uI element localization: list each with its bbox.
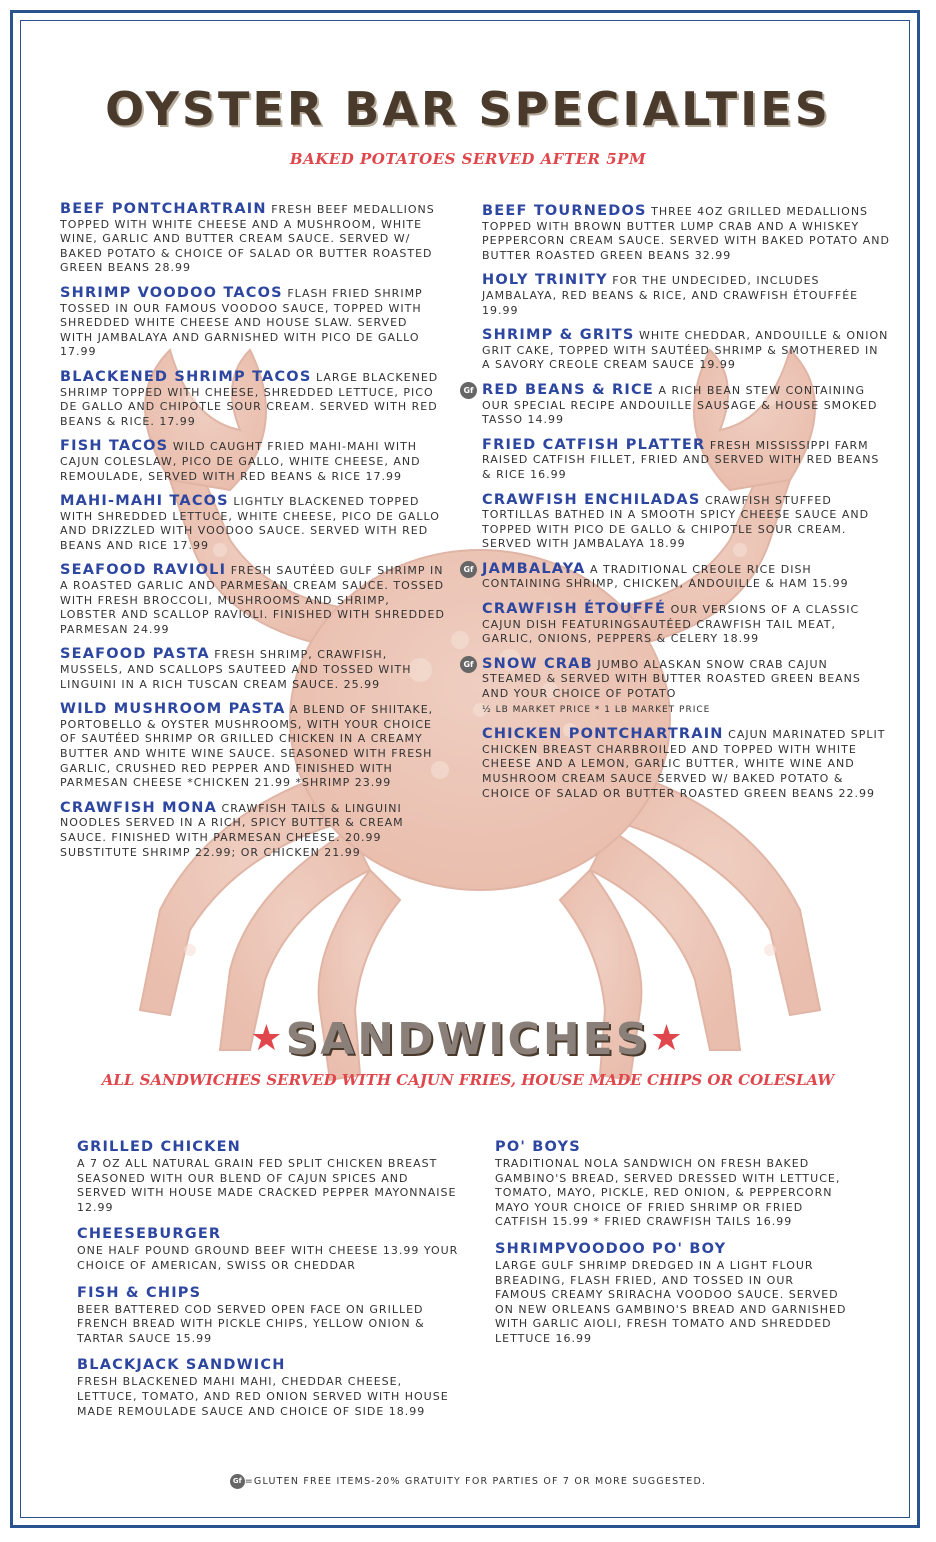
footer-note [0,1474,936,1489]
page-title: OYSTER BAR SPECIALTIES [105,82,831,136]
menu-item-name: RED BEANS & RICE [482,381,654,398]
sandwiches-right-column [495,1138,850,1357]
menu-item-name: CRAWFISH ÉTOUFFÉ [482,601,667,618]
menu-item-description: FRESH SHRIMP, CRAWFISH, MUSSELS, AND SCALLOPS SAUTEED AND TOSSED WITH LINGUINI IN A RICH TUSCAN CREAM SAUCE. 25.99 [60,648,412,691]
sandwich-item [495,1138,850,1230]
menu-item [60,286,445,360]
gluten-free-icon: Gf [460,561,477,578]
sandwich-name: SHRIMPVOODOO PO' BOY [495,1240,727,1257]
sandwich-name: CHEESEBURGER [77,1226,222,1243]
sandwich-item [77,1356,462,1419]
menu-item-description: FOR THE UNDECIDED, INCLUDES JAMBALAYA, RED BEANS & RICE, AND CRAWFISH ÉTOUFFÉE 19.99 [482,274,859,317]
menu-item-description: LARGE BLACKENED SHRIMP TOPPED WITH CHEESE, SHREDDED LETTUCE, PICO DE GALLO AND CHIPOTLE SOUR CREAM. SERVED WITH RED BEANS & RICE. 17.99 [60,370,439,428]
menu-item-name: FISH TACOS [60,438,169,455]
menu-item-description: FRESH SAUTÉED GULF SHRIMP IN A ROASTED GARLIC AND PARMESAN CREAM SAUCE. TOSSED WITH FRESH BROCCOLI, MUSHROOMS AND SHRIMP, LOBSTER AND SCALLOP RAVIOLI. FINISHED WITH SHREDDED PARMESAN 24.99 [60,564,445,636]
menu-item-name: MAHI-MAHI TACOS [60,493,229,510]
sandwiches-heading [0,1014,936,1065]
menu-item-description: A TRADITIONAL CREOLE RICE DISH CONTAINING SHRIMP, CHICKEN, ANDOUILLE & HAM 15.99 [482,562,849,591]
menu-item [482,438,890,483]
menu-item-name: WILD MUSHROOM PASTA [60,701,286,718]
gluten-free-icon: Gf [460,382,477,399]
sandwich-description: TRADITIONAL NOLA SANDWICH ON FRESH BAKED GAMBINO'S BREAD, SERVED DRESSED WITH LETTUCE, TOMATO, MAYO, PICKLE, RED ONION, & PEPPERCORN MAYO YOUR CHOICE OF FRIED SHRIMP OR FRIED CATFISH 15.99 * FRIED CRAWFISH TAILS 16.99 [495,1157,841,1229]
menu-item-description: THREE 4OZ GRILLED MEDALLIONS TOPPED WITH BROWN BUTTER LUMP CRAB AND A WHISKEY PEPPERCORN CREAM SAUCE. SERVED WITH BAKED POTATO AND BUTTER ROASTED GREEN BEANS 32.99 [482,205,890,262]
menu-item-name: SEAFOOD PASTA [60,646,210,663]
menu-item-name: CHICKEN PONTCHARTRAIN [482,726,724,743]
menu-item-name: FRIED CATFISH PLATTER [482,436,706,453]
sandwich-description: ONE HALF POUND GROUND BEEF WITH CHEESE 13.99 YOUR CHOICE OF AMERICAN, SWISS OR CHEDDAR [77,1244,459,1272]
sandwich-description: FRESH BLACKENED MAHI MAHI, CHEDDAR CHEESE, LETTUCE, TOMATO, AND RED ONION SERVED WITH HOUSE MADE REMOULADE SAUCE AND CHOICE OF SIDE 18.99 [77,1375,449,1418]
menu-item [463,560,890,592]
menu-item [60,563,445,637]
menu-item [60,801,445,860]
menu-item-name: SHRIMP & GRITS [482,327,635,344]
sandwich-description: A 7 OZ ALL NATURAL GRAIN FED SPLIT CHICKEN BREAST SEASONED WITH OUR BLEND OF CAJUN SPICES AND SERVED WITH HOUSE MADE CRACKED PEPPER MAYONNAISE 12.99 [77,1157,457,1214]
menu-item [482,727,890,801]
sandwich-description: BEER BATTERED COD SERVED OPEN FACE ON GRILLED FRENCH BREAD WITH PICKLE CHIPS, YELLOW ONION & TARTAR SAUCE 15.99 [77,1302,425,1345]
gluten-free-icon: Gf [460,656,477,673]
menu-item-name: CRAWFISH ENCHILADAS [482,491,701,508]
menu-item [60,202,445,276]
menu-item [482,273,890,318]
menu-item-description: CAJUN MARINATED SPLIT CHICKEN BREAST CHARBROILED AND TOPPED WITH WHITE CHEESE AND A LEMON, GARLIC BUTTER, WHITE WINE AND MUSHROOM CREAM SAUCE SERVED W/ BAKED POTATO & CHOICE OF SALAD OR BUTTER ROASTED GREEN BEANS 22.99 [482,728,886,800]
menu-item [482,602,890,647]
menu-item-description: FRESH MISSISSIPPI FARM RAISED CATFISH FILLET, FRIED AND SERVED WITH RED BEANS & RICE 16.99 [482,438,880,481]
menu-item-name: CRAWFISH MONA [60,799,218,816]
sandwich-item [77,1225,462,1273]
menu-item-name: SEAFOOD RAVIOLI [60,562,227,579]
menu-item-description: A BLEND OF SHIITAKE, PORTOBELLO & OYSTER MUSHROOMS, WITH YOUR CHOICE OF SAUTÉED SHRIMP OR GRILLED CHICKEN IN A CREAMY BUTTER AND WHITE WINE SAUCE. SEASONED WITH FRESH GARLIC, CRUSHED RED PEPPER AND FINISHED WITH PARMESAN CHEESE *CHICKEN 21.99 *SHRIMP 23.99 [60,703,434,790]
star-icon: ★ [250,1018,286,1059]
sandwiches-left-column [77,1138,462,1429]
menu-item-description: FLASH FRIED SHRIMP TOSSED IN OUR FAMOUS VOODOO SAUCE, TOPPED WITH SHREDDED WHITE CHEESE AND HOUSE SLAW. SERVED WITH JAMBALAYA AND GARNISHED WITH PICO DE GALLO 17.99 [60,286,423,359]
menu-item-name: JAMBALAYA [482,560,586,577]
menu-item-name: HOLY TRINITY [482,272,608,289]
sandwich-item [77,1284,462,1347]
menu-item-description: A RICH BEAN STEW CONTAINING OUR SPECIAL RECIPE ANDOUILLE SAUSAGE & HOUSE SMOKED TASSO 14.99 [482,383,878,427]
sandwich-name: GRILLED CHICKEN [77,1139,242,1155]
menu-item-description: WILD CAUGHT FRIED MAHI-MAHI WITH CAJUN COLESLAW, PICO DE GALLO, WHITE CHEESE, AND REMOULADE, SERVED WITH RED BEANS & RICE 17.99 [60,440,421,483]
sandwiches-title: SANDWICHES [285,1014,651,1065]
menu-item [60,647,445,692]
menu-item [463,655,890,717]
sandwich-description: LARGE GULF SHRIMP DREDGED IN A LIGHT FLOUR BREADING, FLASH FRIED, AND TOSSED IN OUR FAMOUS CREAMY SRIRACHA VOODOO SAUCE. SERVED ON NEW ORLEANS GAMBINO'S BREAD AND GARNISHED WITH GARLIC AIOLI, FRESH TOMATO AND SHREDDED LETTUCE 16.99 [495,1258,847,1345]
left-menu-column [60,202,445,870]
menu-item-description: CRAWFISH TAILS & LINGUINI NOODLES SERVED IN A RICH, SPICY BUTTER & CREAM SAUCE. FINISHED WITH PARMESAN CHEESE. 20.99 SUBSTITUTE SHRIMP 22.99; OR CHICKEN 21.99 [60,801,404,859]
footer-text: =GLUTEN FREE ITEMS-20% GRATUITY FOR PARTIES OF 7 OR MORE SUGGESTED. [244,1476,707,1487]
sandwich-name: PO' BOYS [495,1139,581,1155]
menu-item-name: BEEF TOURNEDOS [482,203,647,219]
menu-item-price-note: ½ LB MARKET PRICE * 1 LB MARKET PRICE [482,704,711,715]
sandwich-name: FISH & CHIPS [77,1284,202,1301]
menu-item [60,494,445,553]
menu-item [482,204,890,263]
menu-item [482,493,890,552]
menu-item-description: FRESH BEEF MEDALLIONS TOPPED WITH WHITE CHEESE AND A MUSHROOM, WHITE WINE, GARLIC AND BUTTER CREAM SAUCE. SERVED W/ BAKED POTATO & CHOICE OF SALAD OR BUTTER ROASTED GREEN BEANS 28.99 [60,203,435,275]
menu-item [60,702,445,791]
page-subtitle: BAKED POTATOES SERVED AFTER 5PM [289,150,647,168]
sandwich-item [495,1240,850,1347]
sandwich-name: BLACKJACK SANDWICH [77,1357,286,1374]
star-icon: ★ [650,1018,686,1059]
sandwiches-subtitle: ALL SANDWICHES SERVED WITH CAJUN FRIES, HOUSE MADE CHIPS OR COLESLAW [101,1071,835,1089]
menu-item-description: WHITE CHEDDAR, ANDOUILLE & ONION GRIT CAKE, TOPPED WITH SAUTÉED SHRIMP & SMOTHERED IN A SAVORY CREOLE CREAM SAUCE 19.99 [482,329,889,372]
menu-item-name: BEEF PONTCHARTRAIN [60,201,267,217]
menu-item [463,381,890,428]
menu-item-name: SHRIMP VOODOO TACOS [60,284,283,301]
menu-item-name: SNOW CRAB [482,655,593,672]
sandwich-item [77,1138,462,1215]
gluten-free-icon: Gf [230,1474,245,1489]
menu-item-description: JUMBO ALASKAN SNOW CRAB CAJUN STEAMED & SERVED WITH BUTTER ROASTED GREEN BEANS AND YOUR CHOICE OF POTATO [482,657,861,701]
menu-item [60,439,445,484]
menu-item-name: BLACKENED SHRIMP TACOS [60,368,312,385]
menu-item [482,328,890,373]
menu-item-description: LIGHTLY BLACKENED TOPPED WITH SHREDDED LETTUCE, WHITE CHEESE, PICO DE GALLO AND DRIZZLED WITH VOODOO SAUCE. SERVED WITH RED BEANS AND RICE 17.99 [60,495,440,552]
right-menu-column [463,203,890,811]
menu-item [60,370,445,429]
menu-item-description: CRAWFISH STUFFED TORTILLAS BATHED IN A SMOOTH SPICY CHEESE SAUCE AND TOPPED WITH PICO DE GALLO & CHIPOTLE SOUR CREAM. SERVED WITH JAMBALAYA 18.99 [482,493,870,551]
menu-item-description: OUR VERSIONS OF A CLASSIC CAJUN DISH FEATURINGSAUTÉED CRAWFISH TAIL MEAT, GARLIC, ONIONS, PEPPERS & CELERY 18.99 [482,603,860,646]
